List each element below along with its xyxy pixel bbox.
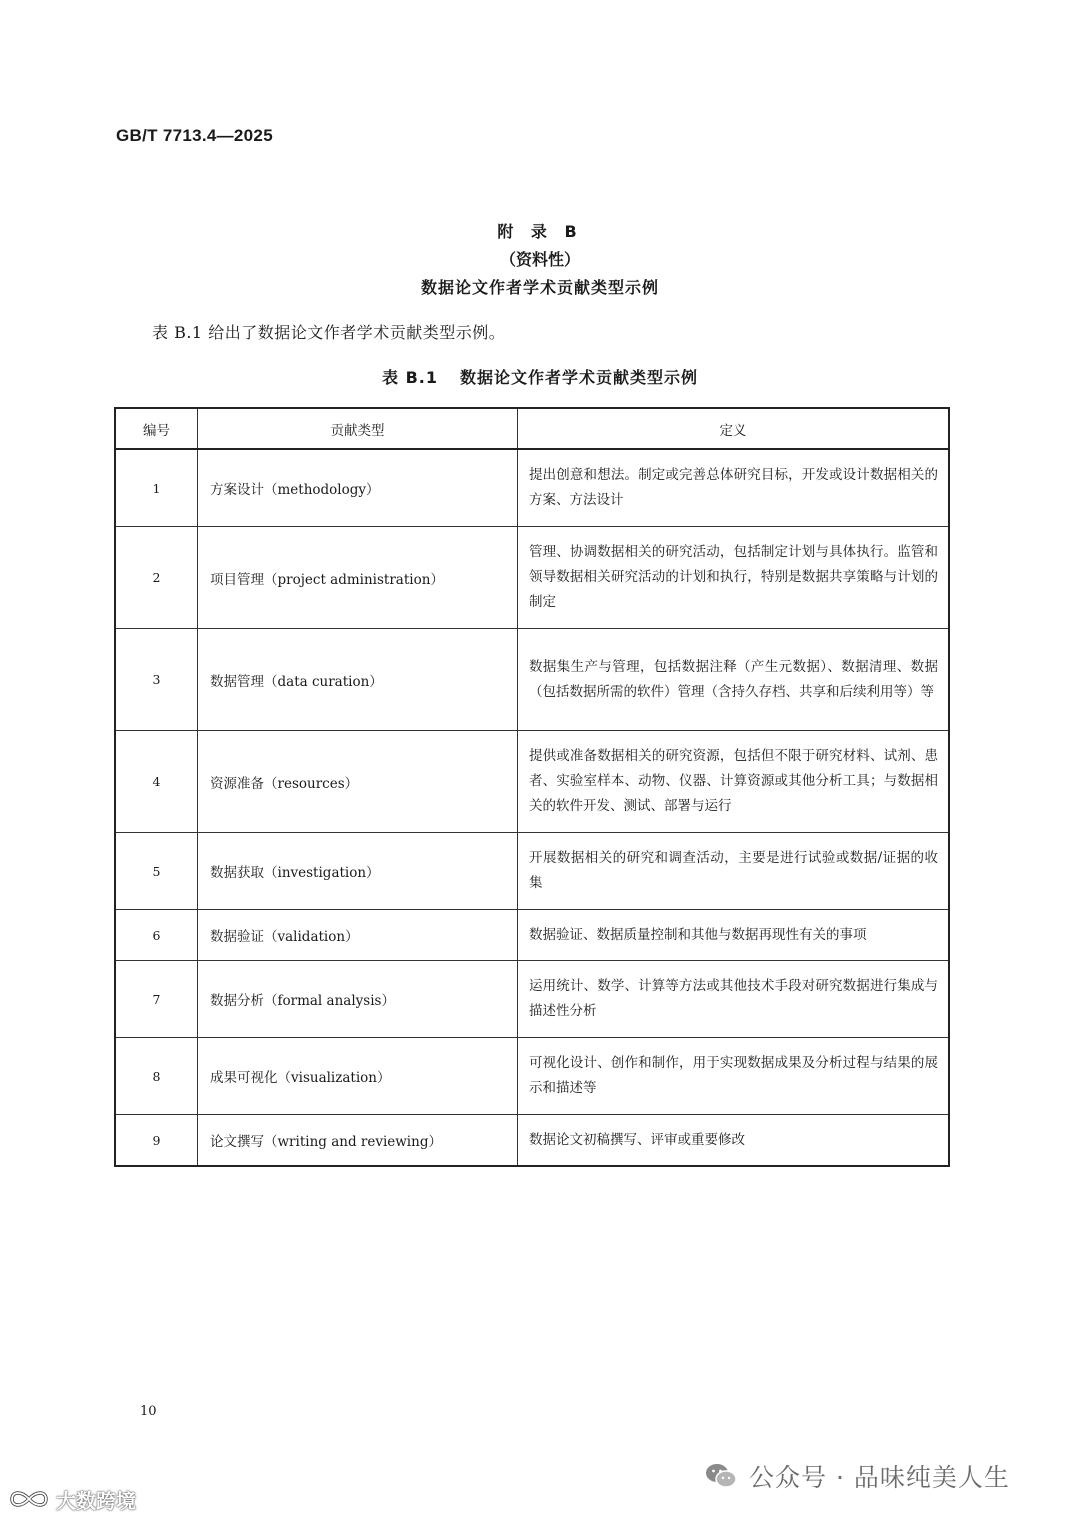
intro-paragraph: 表 B.1 给出了数据论文作者学术贡献类型示例。 (152, 323, 506, 342)
row-definition: 运用统计、数学、计算等方法或其他技术手段对研究数据进行集成与描述性分析 (518, 961, 950, 1038)
row-number: 2 (115, 527, 198, 629)
row-definition: 数据验证、数据质量控制和其他与数据再现性有关的事项 (518, 910, 950, 961)
appendix-name: 数据论文作者学术贡献类型示例 (420, 278, 659, 297)
table-row (115, 833, 949, 910)
row-definition: 管理、协调数据相关的研究活动，包括制定计划与具体执行。监管和领导数据相关研究活动的计划和执行，特别是数据共享策略与计划的制定 (518, 527, 950, 629)
row-contribution-type: 方案设计（methodology） (198, 449, 518, 527)
appendix-title: 附 录 B (497, 222, 583, 241)
row-definition: 开展数据相关的研究和调查活动，主要是进行试验或数据/证据的收集 (518, 833, 950, 910)
row-contribution-type: 资源准备（resources） (198, 731, 518, 833)
row-number: 1 (115, 449, 198, 527)
row-definition: 提供或准备数据相关的研究资源，包括但不限于研究材料、试剂、患者、实验室样本、动物、仪器、计算资源或其他分析工具；与数据相关的软件开发、测试、部署与运行 (518, 731, 950, 833)
wechat-label: 公众号 · 品味纯美人生 (749, 1463, 1010, 1492)
infinity-logo-icon (8, 1485, 50, 1513)
row-contribution-type: 数据分析（formal analysis） (198, 961, 518, 1038)
table-caption (0, 365, 1080, 388)
row-contribution-type: 数据获取（investigation） (198, 833, 518, 910)
standard-number: GB/T 7713.4—2025 (116, 126, 273, 145)
table-row (115, 629, 949, 731)
row-number: 3 (115, 629, 198, 731)
table-row (115, 961, 949, 1038)
wechat-watermark (705, 1458, 1010, 1494)
row-number: 9 (115, 1115, 198, 1167)
page-number: 10 (140, 1404, 157, 1419)
row-number: 6 (115, 910, 198, 961)
row-definition: 数据集生产与管理，包括数据注释（产生元数据）、数据清理、数据（包括数据所需的软件）管理（含持久存档、共享和后续利用等）等 (518, 629, 950, 731)
row-contribution-type: 数据验证（validation） (198, 910, 518, 961)
row-number: 8 (115, 1038, 198, 1115)
row-contribution-type: 项目管理（project administration） (198, 527, 518, 629)
appendix-heading (0, 218, 1080, 302)
row-number: 5 (115, 833, 198, 910)
row-contribution-type: 数据管理（data curation） (198, 629, 518, 731)
row-number: 7 (115, 961, 198, 1038)
table-row (115, 449, 949, 527)
table-caption-label: 表 B.1 (382, 368, 438, 387)
column-header-number: 编号 (115, 408, 198, 449)
wechat-icon (705, 1462, 737, 1490)
row-contribution-type: 论文撰写（writing and reviewing） (198, 1115, 518, 1167)
row-definition: 提出创意和想法。制定或完善总体研究目标，开发或设计数据相关的方案、方法设计 (518, 449, 950, 527)
table-row (115, 1115, 949, 1167)
corner-watermark (8, 1484, 136, 1514)
row-number: 4 (115, 731, 198, 833)
row-contribution-type: 成果可视化（visualization） (198, 1038, 518, 1115)
column-header-definition: 定义 (518, 408, 950, 449)
appendix-type: （资料性） (499, 250, 580, 269)
table-row (115, 1038, 949, 1115)
contribution-table (114, 407, 950, 1167)
table-row (115, 527, 949, 629)
corner-label: 大数跨境 (56, 1488, 136, 1513)
row-definition: 可视化设计、创作和制作，用于实现数据成果及分析过程与结果的展示和描述等 (518, 1038, 950, 1115)
row-definition: 数据论文初稿撰写、评审或重要修改 (518, 1115, 950, 1167)
table-row (115, 731, 949, 833)
table-row (115, 910, 949, 961)
table-caption-title: 数据论文作者学术贡献类型示例 (459, 368, 698, 387)
table-header-row (115, 408, 949, 449)
column-header-type: 贡献类型 (198, 408, 518, 449)
